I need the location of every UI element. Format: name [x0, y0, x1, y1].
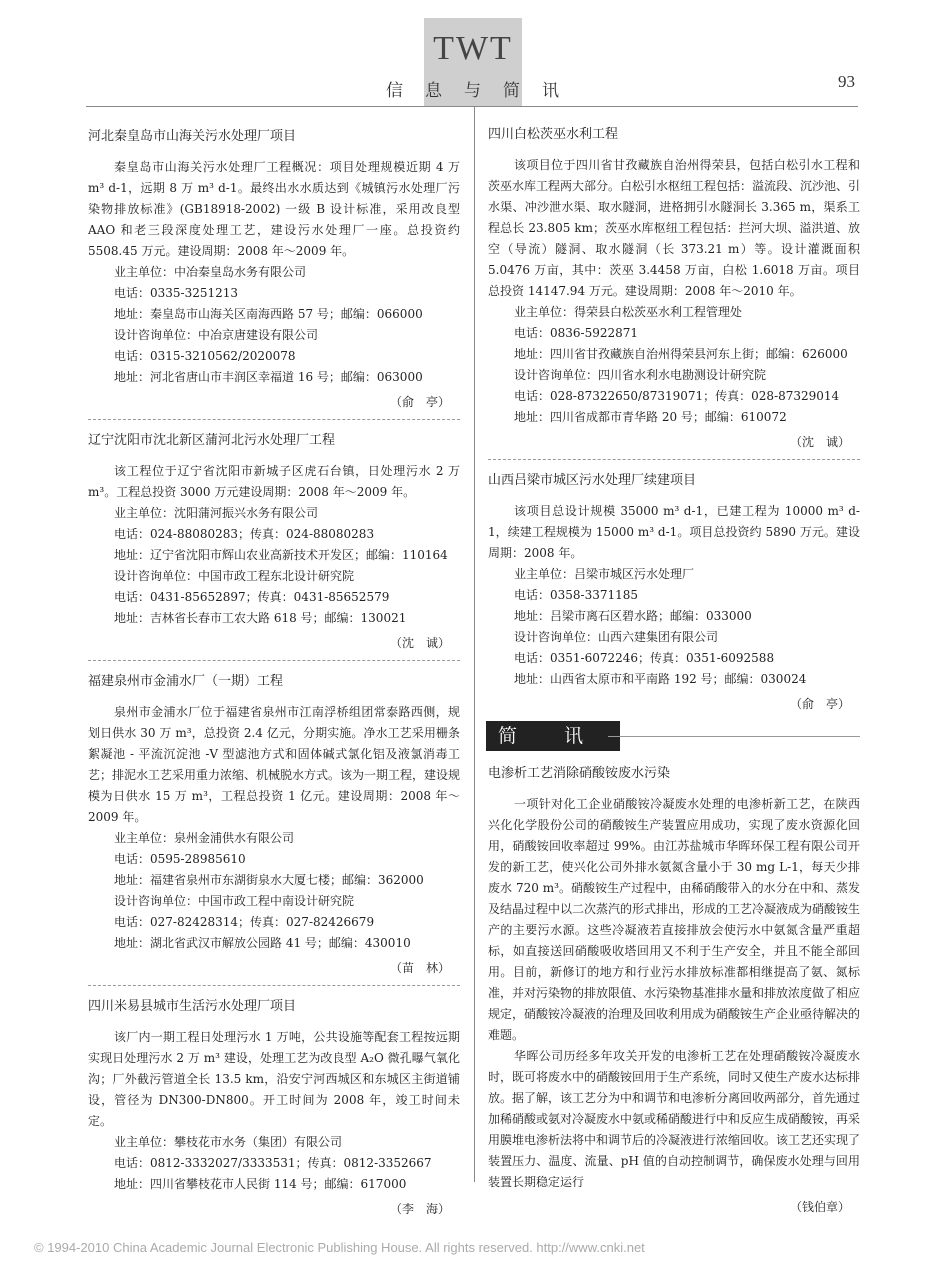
contact-block — [488, 564, 860, 690]
contact-line: 电话：0315-3210562/2020078 — [114, 349, 296, 363]
contact-line: 业主单位：攀枝花市水务（集团）有限公司 — [114, 1135, 343, 1149]
contact-block — [88, 1132, 460, 1195]
contact-line: 业主单位：得荣县白松茨巫水利工程管理处 — [514, 305, 743, 319]
article-author: （俞 亭） — [789, 697, 850, 711]
left-column — [88, 126, 460, 1220]
contact-line: 设计咨询单位：中冶京唐建设有限公司 — [114, 328, 319, 342]
contact-line: 电话：0595-28985610 — [114, 852, 246, 866]
section-divider — [88, 419, 460, 420]
contact-line: 地址：山西省太原市和平南路 192 号；邮编：030024 — [514, 672, 807, 686]
article-author: （沈 诚） — [389, 636, 450, 650]
contact-line: 设计咨询单位：中国市政工程中南设计研究院 — [114, 894, 355, 908]
contact-line: 地址：秦皇岛市山海关区南海西路 57 号；邮编：066000 — [114, 307, 423, 321]
article-title: 四川米易县城市生活污水处理厂项目 — [88, 999, 297, 1014]
contact-line: 地址：四川省甘孜藏族自治州得荣县河东上街；邮编：626000 — [514, 347, 848, 361]
contact-block — [88, 828, 460, 954]
contact-line: 业主单位：吕梁市城区污水处理厂 — [514, 567, 695, 581]
article-title: 四川白松茨巫水利工程 — [488, 127, 619, 142]
article-title: 山西吕梁市城区污水处理厂续建项目 — [488, 473, 697, 488]
contact-line: 电话：0836-5922871 — [514, 326, 639, 340]
header-char: 息 — [425, 81, 442, 101]
article-author: （俞 亭） — [389, 395, 450, 409]
contact-line: 地址：吕梁市离石区碧水路；邮编：033000 — [514, 609, 752, 623]
article-title: 电渗析工艺消除硝酸铵废水污染 — [488, 766, 671, 781]
contact-line: 电话：024-88080283；传真：024-88080283 — [114, 527, 375, 541]
contact-block — [88, 262, 460, 388]
article-author: （沈 诚） — [789, 435, 850, 449]
article-body: 该项目总设计规模 35000 m³ d-1，已建工程为 10000 m³ d-1，续建工程规模为 15000 m³ d-1。项目总投资约 5890 万元。建设周期：2008 年。 — [488, 504, 860, 560]
article-title: 福建泉州市金浦水厂（一期）工程 — [88, 674, 284, 689]
header-char: 讯 — [542, 81, 559, 101]
article — [88, 996, 460, 1220]
contact-line: 电话：028-87322650/87319071；传真：028-87329014 — [514, 389, 840, 403]
article-author: （钱伯章） — [789, 1200, 850, 1214]
article-body: 华晖公司历经多年攻关开发的电渗析工艺在处理硝酸铵冷凝废水时，既可将废水中的硝酸铵回用于生产系统，同时又使生产废水达标排放。据了解，该工艺分为中和调节和电渗析分离回收两部分，首先通过加稀硝酸或氨对冷凝废水中氨或稀硝酸进行中和反应生成硝酸铵，再采用膜堆电渗析法将中和调节后的冷凝液进行浓缩回收。该工艺还实现了装置压力、温度、流量、pH 值的自动控制调节，确保废水处理与回用装置长期稳定运行 — [488, 1049, 861, 1189]
contact-line: 地址：四川省成都市青华路 20 号；邮编：610072 — [514, 410, 787, 424]
journal-logo: TWT — [433, 30, 513, 67]
article-title: 河北秦皇岛市山海关污水处理厂项目 — [88, 129, 297, 144]
contact-line: 业主单位：泉州金浦供水有限公司 — [114, 831, 295, 845]
article — [488, 124, 860, 453]
article-author: （苗 林） — [389, 961, 450, 975]
header-char: 信 — [386, 81, 403, 101]
page-number: 93 — [838, 72, 855, 91]
article — [488, 470, 860, 715]
section-divider — [88, 660, 460, 661]
contact-line: 业主单位：中冶秦皇岛水务有限公司 — [114, 265, 307, 279]
article — [88, 126, 460, 413]
right-column — [488, 124, 860, 1218]
contact-line: 地址：湖北省武汉市解放公园路 41 号；邮编：430010 — [114, 936, 411, 950]
contact-line: 设计咨询单位：中国市政工程东北设计研究院 — [114, 569, 355, 583]
article-body: 该厂内一期工程日处理污水 1 万吨，公共设施等配套工程按远期实现日处理污水 2 万 m³ 建设，处理工艺为改良型 A₂O 微孔曝气氧化沟；厂外截污管道全长 13.5 km，沿安宁河西城区和东城区主街道铺设，管径为 DN300-DN800。开工时间为 2008 年，竣工时间未定。 — [88, 1030, 460, 1128]
contact-line: 电话：0358-3371185 — [514, 588, 639, 602]
contact-line: 地址：四川省攀枝花市人民街 114 号；邮编：617000 — [114, 1177, 407, 1191]
article-body: 一项针对化工企业硝酸铵冷凝废水处理的电渗析新工艺，在陕西兴化化学股份公司的硝酸铵生产装置应用成功，实现了废水资源化回用，硝酸铵回收率超过 99%。由江苏盐城市华晖环保工程有限公司开发的新工艺，使兴化公司外排水氨氮含量小于 30 mg L-1，每天少排废水 720 m³。硝酸铵生产过程中，由稀硝酸带入的水分在中和、蒸发及结晶过程中以二次蒸汽的形式排出，形成的工艺冷凝液成为硝酸铵生产的主要污水源。这些冷凝液若直接排放会使污水中氨氮含量严重超标，如直接送回硝酸吸收塔回用又不利于生产安全，并且不能全部回用。目前，新修订的地方和行业污水排放标准都相继提高了氨、氮标准，并对污染物的排放限值、水污染物基准排水量和排放浓度做了相应规定，硝酸铵冷凝液的治理及回收利用成为硝酸铵生产企业亟待解决的难题。 — [488, 797, 861, 1042]
contact-line: 电话：0335-3251213 — [114, 286, 239, 300]
copyright-footer: © 1994-2010 China Academic Journal Electronic Publishing House. All rights reserved. http://www.cnki.net — [34, 1240, 645, 1255]
contact-line: 设计咨询单位：山西六建集团有限公司 — [514, 630, 719, 644]
contact-line: 地址：河北省唐山市丰润区幸福道 16 号；邮编：063000 — [114, 370, 423, 384]
brief-heading: 简 讯 — [486, 721, 620, 751]
article-body: 秦皇岛市山海关污水处理厂工程概况：项目处理规模近期 4 万 m³ d-1，远期 8 万 m³ d-1。最终出水水质达到《城镇污水处理厂污染物排放标准》(GB18918-2002) 一级 B 设计标准，采用改良型 AAO 和老三段深度处理工艺，建设污水处理厂一座。总投资约 5508.45 万元。建设周期：2008 年～2009 年。 — [88, 160, 460, 258]
contact-line: 业主单位：沈阳蒲河振兴水务有限公司 — [114, 506, 319, 520]
contact-line: 地址：辽宁省沈阳市辉山农业高新技术开发区；邮编：110164 — [114, 548, 448, 562]
column-divider — [474, 106, 475, 1182]
contact-line: 电话：027-82428314；传真：027-82426679 — [114, 915, 375, 929]
brief-heading-rule — [608, 736, 860, 737]
article-body: 泉州市金浦水厂位于福建省泉州市江南浮桥组团常泰路西侧，规划日供水 30 万 m³，总投资 2.4 亿元，分期实施。净水工艺采用栅条絮凝池 - 平流沉淀池 -V 型滤池方式和固体碱式氯化铝及液氯消毒工艺；排泥水工艺采用重力浓缩、机械脱水方式。该为一期工程，建设规模为日供水 15 万 m³，工程总投资 1 亿元。建设周期：2008 年～2009 年。 — [88, 705, 461, 824]
contact-line: 电话：0431-85652897；传真：0431-85652579 — [114, 590, 390, 604]
header-rule — [86, 106, 858, 107]
section-divider — [88, 985, 460, 986]
contact-line: 电话：0351-6072246；传真：0351-6092588 — [514, 651, 775, 665]
brief-article — [488, 763, 860, 1218]
article — [88, 671, 460, 979]
section-divider — [488, 459, 860, 460]
article-body: 该工程位于辽宁省沈阳市新城子区虎石台镇，日处理污水 2 万 m³。工程总投资 3000 万元建设周期：2008 年～2009 年。 — [88, 464, 460, 499]
header-char: 与 — [464, 81, 481, 101]
contact-line: 电话：0812-3332027/3333531；传真：0812-3352667 — [114, 1156, 432, 1170]
contact-line: 地址：吉林省长春市工农大路 618 号；邮编：130021 — [114, 611, 407, 625]
article-author: （李 海） — [389, 1202, 450, 1216]
header-char: 简 — [503, 81, 520, 101]
contact-line: 地址：福建省泉州市东湖街泉水大厦七楼；邮编：362000 — [114, 873, 424, 887]
contact-block — [88, 503, 460, 629]
contact-line: 设计咨询单位：四川省水利水电勘测设计研究院 — [514, 368, 767, 382]
article — [88, 430, 460, 654]
article-body: 该项目位于四川省甘孜藏族自治州得荣县，包括白松引水工程和茨巫水库工程两大部分。白松引水枢纽工程包括：溢流段、沉沙池、引水渠、冲沙泄水渠、取水隧洞，进格拥引水隧洞长 3.365 m，渠系工程总长 23.805 km；茨巫水库枢纽工程包括：拦河大坝、溢洪道、放空（导流）隧洞、取水隧洞（长 373.21 m）等。设计灌溉面积 5.0476 万亩，其中：茨巫 3.4458 万亩，白松 1.6018 万亩。项目总投资 14147.94 万元。建设周期：2008 年～2010 年。 — [488, 158, 861, 298]
contact-block — [488, 302, 860, 428]
article-title: 辽宁沈阳市沈北新区蒲河北污水处理厂工程 — [88, 433, 336, 448]
